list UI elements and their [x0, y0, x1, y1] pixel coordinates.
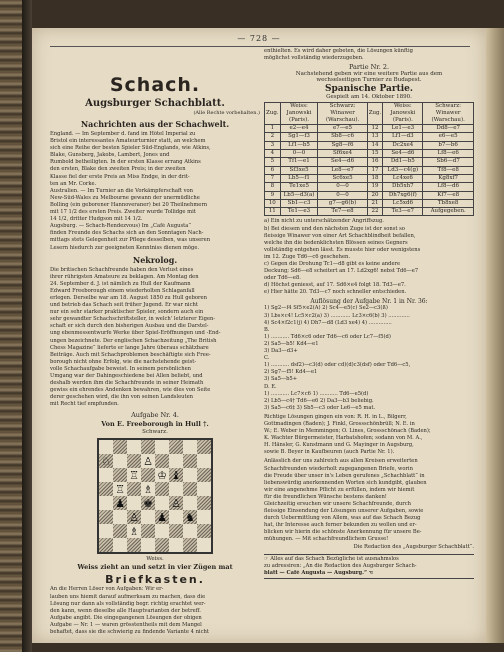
text-line: wir eine angenehme Pflicht zu erfüllen, indem wir hiemit: [264, 486, 415, 493]
table-cell: b7—b6: [423, 141, 474, 149]
book-spine: [0, 0, 22, 652]
table-cell: 10: [265, 199, 281, 207]
text-line: lauben uns hiemit darauf aufmerksam zu machen, dass die: [50, 593, 206, 600]
problem-label: Aufgabe Nr. 4.: [131, 411, 179, 420]
text-line: Die britischen Schachfreunde haben den Verlust eines: [50, 266, 194, 273]
board-square: [113, 440, 127, 454]
text-line: Die Redaction des „Augsburger Schachblatt“.: [353, 543, 474, 550]
table-cell: Sb8—c6: [318, 133, 367, 141]
text-line: im 12. Zuge Td6—c6 geschehen.: [264, 253, 351, 260]
chess-piece-icon: ♖: [129, 468, 139, 482]
partie-title: Partie Nr. 2.: [348, 63, 390, 72]
table-cell: Lb5—f1: [280, 174, 318, 182]
table-cell: Le1—e3: [383, 125, 423, 133]
board-square: [155, 524, 169, 538]
book-gutter: [22, 0, 32, 652]
table-row: [265, 174, 474, 182]
board-square: [197, 496, 211, 510]
column-header: Schwarz: Winawer (Warschau).: [423, 103, 474, 125]
table-cell: 2: [265, 133, 281, 141]
table-cell: Kg8xf7: [423, 174, 474, 182]
table-cell: e7—e5: [318, 125, 367, 133]
table-cell: Dh7xg6(f): [383, 191, 423, 199]
table-cell: Dd1—b5: [383, 158, 423, 166]
board-square: [155, 496, 169, 510]
chess-piece-icon: ♗: [129, 524, 139, 538]
board-square: [197, 510, 211, 524]
text-line: ihrer rührigsten Amateure zu beklagen. Am Montag den: [50, 273, 199, 280]
column-header: Schwarz: Winawer (Warschau).: [318, 103, 367, 125]
text-line: 1) ........... dsf2)—c3(d) oder cd)(d)c3(dsf) oder Td6—c5,: [264, 362, 411, 369]
chess-piece-icon: ♟: [157, 510, 167, 524]
board-square: [141, 454, 155, 468]
board-square: [113, 496, 127, 510]
text-line: Bolling (ein geborener Hannoveraner) bei 20 Theilnehmern: [50, 201, 208, 208]
table-cell: 5: [265, 158, 281, 166]
board-square: [169, 524, 183, 538]
text-line: und betrieb das Schach seit früher Jugend. Er war nicht: [50, 302, 198, 309]
text-line: 2) Lb5—c4† Td6—e6 2) Da3—b3 beliebig.: [264, 397, 374, 404]
board-square: [183, 468, 197, 482]
text-line: 1) Sg2—f4 Sf5×e2(A) 2) Sc4—e5(c) Se2—c3(ß): [264, 305, 388, 312]
table-cell: 0—0: [280, 150, 318, 158]
page-edges: [486, 28, 504, 643]
text-line: 3) Sa5—b5+: [264, 376, 298, 383]
board-square: [155, 440, 169, 454]
game-table: [264, 102, 474, 216]
text-line: behaftet, dass sie die schwierig zu findende Variante 4 nicht: [50, 629, 209, 636]
text-line: finden Freunde des Schachs sich an den Sonntagen Nach-: [50, 230, 204, 237]
solution-lines: [264, 305, 474, 411]
table-cell: Se4—d6: [383, 150, 423, 158]
text-line: erlegen. Derselbe war am 18. August 1850 zu Hull geboren: [50, 294, 207, 301]
text-line: Edward Freeborough einem wiederholten Schlaganfall: [50, 287, 195, 294]
partie-intro: wechselseitigen Turnier zu Budapest.: [316, 77, 422, 84]
table-cell: 6: [265, 166, 281, 174]
text-line: blicken wir hierin die schönste Anerkennung für unsere Be-: [264, 529, 422, 536]
text-line: mit 17 1/2 des ersten Preis. Zweiter wurde Tollidge mit: [50, 209, 196, 216]
board-square: [99, 510, 113, 524]
text-line: Klasse fiel der erste Preis an Miss Endge, in der drit-: [50, 173, 190, 180]
text-line: Gottmadingen (Baden); J. Finkl, Grossschönbrüll; N. E. in: [264, 420, 415, 427]
text-line: Richtige Lösungen gingen ein von: R. H. in L., Bilgerr,: [264, 413, 407, 420]
board-square: [127, 524, 141, 538]
text-line: fleissige Einsendung der Lösungen unserer Aufgaben, sowie: [264, 508, 424, 515]
text-line: D. E.: [264, 383, 277, 390]
text-line: blatt — Café Augusta — Augsburg.“ ☜: [264, 569, 374, 576]
table-cell: Te3—e7: [383, 208, 423, 216]
board-square: [99, 440, 113, 454]
board-square: [197, 440, 211, 454]
board-square: [169, 538, 183, 552]
board-square: [197, 538, 211, 552]
board-square: [127, 482, 141, 496]
board-square: [183, 482, 197, 496]
table-cell: 16: [367, 158, 383, 166]
board-square: [113, 510, 127, 524]
table-cell: 22: [367, 208, 383, 216]
text-line: 24. September d. J. ist nämlich zu Hull der Kaufmann: [50, 280, 191, 287]
board-square: [141, 468, 155, 482]
text-line: 3) Lbs×c4! Lc5×c2(a) 3) ............ Lc3×c6(b) 3) .............: [264, 312, 410, 319]
board-square: [141, 440, 155, 454]
text-line: volle Schachaufgabe beweist. In seinem persönlichen: [50, 365, 192, 372]
problem-stipulation: Weiss zieht an und setzt in vier Zügen mat: [77, 563, 233, 572]
text-line: 4) Sc4×f2c1(j) 4) Dh7—d8 (Ld3 xe4) 4) ..............: [264, 319, 392, 326]
chess-piece-icon: ♝: [171, 468, 181, 482]
black-label: Schwarz.: [142, 429, 168, 436]
board-square: [169, 454, 183, 468]
board-square: [141, 482, 155, 496]
chess-board: [97, 438, 213, 554]
board-square: [169, 440, 183, 454]
table-cell: 8: [265, 183, 281, 191]
text-line: möglichst vollständig wiederzugeben.: [264, 55, 364, 62]
text-line: die Freude über unser in's Leben gerufenes „Schachblatt“ in: [264, 472, 425, 479]
chess-piece-icon: ♖: [115, 482, 125, 496]
table-cell: Db5xh7: [383, 183, 423, 191]
table-cell: Tf8—e8: [423, 166, 474, 174]
text-line: sich eine Reihe der besten Spieler Süd-Englands, wie Atkins,: [50, 145, 211, 152]
table-cell: 18: [367, 174, 383, 182]
table-cell: Dc2xe4: [383, 141, 423, 149]
table-row: [265, 133, 474, 141]
opening-heading: Spanische Partie.: [324, 84, 414, 95]
chess-piece-icon: ♔: [157, 468, 167, 482]
table-cell: 17: [367, 166, 383, 174]
text-line: mühungen. — Mit schachfreundlichem Grusse!: [264, 536, 389, 543]
board-square: [197, 454, 211, 468]
table-row: [265, 125, 474, 133]
text-line: derer geschehen wird, die ihn von seinen Landsleuten: [50, 394, 193, 401]
column-header: Weiss: Janowski (Paris).: [383, 103, 423, 125]
news-text: [50, 131, 260, 252]
editorial-notice: [264, 554, 474, 579]
board-square: [113, 538, 127, 552]
text-line: für die freundlichen Wünsche bestens danken!: [264, 493, 387, 500]
text-line: H. Hänsler, G. Kunstmann und G. Mayinger in Augsburg,: [264, 442, 414, 449]
board-square: [183, 496, 197, 510]
left-column: [50, 48, 260, 636]
section-subtitle: Augsburger Schachblatt.: [85, 98, 225, 109]
table-row: [265, 158, 474, 166]
text-line: An die Herren Löser von Aufgaben: Wir er-: [50, 586, 164, 593]
text-line: Chess Magazine“ lieferte er lange Jahre überaus schätzbare: [50, 344, 209, 351]
column-header: Zug.: [265, 103, 281, 125]
board-square: [169, 482, 183, 496]
chess-piece-icon: ♙: [129, 510, 139, 524]
board-square: [113, 524, 127, 538]
briefkasten-heading: Briefkasten.: [105, 573, 205, 587]
text-line: K. Wachter Bürgermeister, Harbatshofen; sodann von M. A.,: [264, 435, 423, 442]
board-square: [141, 510, 155, 524]
board-square: [183, 538, 197, 552]
table-cell: 13: [367, 133, 383, 141]
text-line: Blake, Gunsberg, Jakobs, Lambert, Jones und: [50, 152, 170, 159]
board-square: [141, 496, 155, 510]
solution-heading: Auflösung der Aufgabe Nr. 1 in Nr. 36:: [310, 298, 428, 306]
text-line: zu adressiren: „An die Redaction des Augsburger Schach-: [264, 562, 417, 569]
text-line: c) Gegen die Drohung Tc1—d8 gibt es keine andere: [264, 261, 401, 268]
board-square: [127, 538, 141, 552]
table-row: [265, 183, 474, 191]
text-line: fleissige Winawer von einer Art Schachblindheit befallen,: [264, 232, 416, 239]
table-cell: 11: [265, 208, 281, 216]
problem-author: Von E. Freeborough in Hull †.: [101, 420, 209, 429]
table-cell: 0—0: [318, 183, 367, 191]
board-square: [169, 496, 183, 510]
table-row: [265, 208, 474, 216]
table-cell: Lb5—d3(a): [280, 191, 318, 199]
board-square: [127, 454, 141, 468]
table-cell: Tb8xe8: [423, 199, 474, 207]
solvers-list: [264, 414, 474, 457]
table-cell: g7—g6(b): [318, 199, 367, 207]
column-header: Weiss: Janowski (Paris).: [280, 103, 318, 125]
board-square: [183, 524, 197, 538]
table-cell: 3: [265, 141, 281, 149]
text-line: Gleichzeitig ersuchen wir unsere Schachfreunde, durch: [264, 501, 412, 508]
partie-intro: Nachstehend geben wir eine weitere Partie aus dem: [295, 71, 443, 78]
closing-text: [264, 458, 474, 550]
text-line: d) Höchst geniesst, auf 17. Sd6×e4 folgt 18. Td3—e7.: [264, 282, 406, 289]
chess-piece-icon: ♙: [143, 454, 153, 468]
text-line: welche ihn die bedenklichsten Blössen seines Gegners: [264, 239, 408, 246]
table-cell: Ld3—c4(g): [383, 166, 423, 174]
table-cell: Sf6xe4: [318, 150, 367, 158]
table-cell: Kf7—e8: [423, 191, 474, 199]
text-line: borough nicht ohne Erfolg, wie die nachstehende geist-: [50, 358, 197, 365]
table-cell: Sf3xe5: [280, 166, 318, 174]
text-line: b) Bei diesem und den nächsten Zuge ist der sonst so: [264, 225, 405, 232]
board-square: [99, 524, 113, 538]
table-cell: 14: [367, 141, 383, 149]
board-square: [99, 496, 113, 510]
table-cell: 20: [367, 191, 383, 199]
header-rule: [50, 46, 470, 47]
text-line: W.; E. Weber in Memmingen; O. Lines, Grossschönach (Baden);: [264, 428, 431, 435]
section-title: Schach.: [109, 74, 201, 96]
table-cell: Te7—e8: [318, 208, 367, 216]
table-cell: Lf8—e6: [423, 150, 474, 158]
text-line: nur ein sehr starker praktischer Spieler, sondern auch ein: [50, 309, 204, 316]
text-line: deshalb werden ihm die Schachfreunde in seiner Heimath: [50, 380, 204, 387]
text-line: hat, ihr Interesse auch ferner bekunden zu wollen und er-: [264, 522, 417, 529]
board-square: [127, 468, 141, 482]
text-line: e) Hier hätte 20. Td3—c7 noch schneller entschieden.: [264, 289, 407, 296]
text-line: Aufgabe angibt. Die eingegangenen Lösungen der obigen: [50, 614, 202, 621]
table-cell: 19: [367, 183, 383, 191]
text-line: gewiss ein ehrendes Andenken bewahren, wie dies von Seite: [50, 387, 211, 394]
text-line: ung ebenmessentwurfe Werke über Spiel-Eröffnungen und -End-: [50, 330, 221, 337]
table-cell: 21: [367, 199, 383, 207]
table-cell: 4: [265, 150, 281, 158]
table-cell: Sc6xe5: [318, 174, 367, 182]
board-square: [197, 482, 211, 496]
board-square: [183, 440, 197, 454]
intro-text: [264, 48, 474, 62]
text-line: Deckung; Sd6—e8 scheitert an 17. Ld2xg6! nebst Td6—e7: [264, 268, 419, 275]
board-square: [113, 454, 127, 468]
table-cell: Lf1—b5: [280, 141, 318, 149]
board-square: [141, 538, 155, 552]
annotations: [264, 218, 474, 296]
paper-sheet: [32, 28, 486, 643]
text-line: C.: [264, 355, 270, 362]
text-line: ☞ Alles auf das Schach Bezügliche ist ausnahmslos: [264, 555, 399, 562]
table-cell: Lf8—d6: [423, 183, 474, 191]
board-square: [169, 510, 183, 524]
board-square: [155, 454, 169, 468]
table-cell: Sb1—c3: [280, 199, 318, 207]
table-row: [265, 166, 474, 174]
rights-note: (Alle Rechte vorbehalten.): [193, 110, 260, 116]
page-number: — 728 —: [237, 34, 281, 43]
text-line: 1) ........... Lc7×c6 1) ........... Td6—e5(d): [264, 390, 369, 397]
table-cell: Sg8—f6: [318, 141, 367, 149]
board-square: [99, 454, 113, 468]
text-line: den ersten, Blake den zweiten Preis; in der zweiten: [50, 166, 186, 173]
table-cell: Lc4xe6: [383, 174, 423, 182]
text-line: 3) Da3—d3+: [264, 348, 298, 355]
chess-piece-icon: ♟: [115, 496, 125, 510]
table-cell: Aufgegeben.: [423, 208, 474, 216]
table-cell: 1: [265, 125, 281, 133]
board-square: [169, 468, 183, 482]
table-cell: Te1—e3: [280, 208, 318, 216]
text-line: mit Recht tief empfunden.: [50, 401, 119, 408]
nekrolog-heading: Nekrolog.: [132, 254, 178, 265]
text-line: mittags stets Gelegenheit zur Pflege desselben, was unseren: [50, 237, 211, 244]
table-cell: 15: [367, 150, 383, 158]
table-cell: 0—0: [318, 191, 367, 199]
table-cell: Dd8—e7: [423, 125, 474, 133]
table-cell: Le8—e7: [318, 166, 367, 174]
text-line: 3) Sa5—c6‡ 3) Sb5—c3 oder Le6—e5 mat.: [264, 404, 376, 411]
table-row: [265, 141, 474, 149]
text-line: Anlässlich der uns zahlreich aus allen Kreisen erweiterten: [264, 458, 418, 465]
text-line: Aufgabe — Nr. 1 — waren grösstentheils mit dem Mangel: [50, 621, 202, 628]
board-square: [99, 482, 113, 496]
board-square: [155, 468, 169, 482]
board-square: [127, 510, 141, 524]
chess-piece-icon: ♞: [185, 510, 195, 524]
text-line: 2) Sg7—f5! Kd4—e1: [264, 369, 318, 376]
board-square: [127, 496, 141, 510]
text-line: enthielten. Es wird daher gebeten, die Lösungen künftig: [264, 48, 413, 54]
text-line: Beiträge. Auch mit Schachproblemen beschäftigte sich Free-: [50, 351, 211, 358]
text-line: durch Uebermittlung von Allem, was auf das Schach Bezug: [264, 515, 421, 522]
text-line: vollständig entgehen lässt. Es musste hier oder wenigstens: [264, 246, 421, 253]
text-line: Lesern hiedurch zur geeigneten Kenntniss dienen möge.: [50, 244, 200, 251]
board-square: [155, 538, 169, 552]
table-cell: Lc5xd6: [383, 199, 423, 207]
board-square: [183, 454, 197, 468]
partie-date: Gespielt am 14. Oktober 1890.: [326, 94, 412, 101]
table-cell: 12: [367, 125, 383, 133]
text-line: Lösung nur dann als vollständig begr. richtig erachtet wer-: [50, 600, 206, 607]
board-square: [183, 510, 197, 524]
table-row: [265, 191, 474, 199]
chess-piece-icon: ♚: [143, 496, 153, 510]
table-row: [265, 199, 474, 207]
board-square: [99, 538, 113, 552]
text-line: ungen bezeichnete. Der englischen Schachzeitung „The British: [50, 337, 217, 344]
text-line: England. — Im September d. fand im Hôtel Imperial zu: [50, 131, 196, 137]
chess-piece-icon: ♗: [143, 482, 153, 496]
text-line: schaft er sich durch den bisherigen Ausbau und die Darstel-: [50, 323, 209, 330]
text-line: Rumbold betheiligten. In der ersten Klasse errang Atkins: [50, 159, 201, 166]
table-cell: 9: [265, 191, 281, 199]
text-line: Umgang war der Dahingeschiedene bei Allen beliebt, und: [50, 373, 203, 379]
chess-piece-icon: ♙: [171, 496, 181, 510]
text-line: 2) Sa5—b5! Kd4—e1: [264, 340, 319, 347]
board-square: [113, 468, 127, 482]
text-line: New-Süd-Wales zu Melbourne gewann der unermüdliche: [50, 194, 200, 201]
board-square: [113, 482, 127, 496]
news-heading: Nachrichten aus der Schachwelt.: [80, 119, 230, 129]
briefkasten-text: [50, 586, 260, 636]
table-cell: Tf1—e1: [280, 158, 318, 166]
text-line: B.: [264, 326, 270, 333]
text-line: Schachfreunden wiederholt zugegangenen Briefe, worin: [264, 465, 413, 472]
table-row: [265, 150, 474, 158]
right-column: [264, 48, 474, 579]
text-line: Augsburg. — Schach-Rendezvous) Im „Café Augusta“: [50, 223, 191, 230]
text-line: 14 1/2, dritter Hudgson mit 14 1/2.: [50, 216, 143, 223]
board-square: [155, 482, 169, 496]
board-square: [197, 524, 211, 538]
table-cell: e2—e4: [280, 125, 318, 133]
table-cell: Sb6—d7: [423, 158, 474, 166]
table-cell: Lf1—d3: [383, 133, 423, 141]
white-label: Weiss.: [146, 556, 164, 563]
text-line: Bristol ein interessantes Amateurturnier statt, an welchem: [50, 138, 206, 145]
text-line: 1) ........... Td6×c6 oder Td6—c6 oder Lc7—f5(d): [264, 333, 391, 340]
table-cell: Se4—d6: [318, 158, 367, 166]
chess-piece-icon: ♘: [101, 454, 111, 468]
text-line: sehr gewandter Schachschriftsteller, in welch' letzterer Eigen-: [50, 316, 216, 323]
table-cell: Sg1—f3: [280, 133, 318, 141]
text-line: liebenswürdig anerkennenden Worten sich kundgibt, glauben: [264, 479, 427, 486]
board-square: [141, 524, 155, 538]
board-square: [197, 468, 211, 482]
column-header: Zug.: [367, 103, 383, 125]
text-line: ten an Mr. Corke.: [50, 180, 97, 187]
table-cell: Te1xe5: [280, 183, 318, 191]
table-cell: e6—e5: [423, 133, 474, 141]
text-line: oder Td6—e8.: [264, 275, 301, 282]
text-line: den kann, wenn dieselbe alle Hauptvarianten der betreff.: [50, 607, 201, 614]
text-line: Australien. — Im Turnier an die Vorkämpferschaft von: [50, 187, 194, 194]
board-square: [127, 440, 141, 454]
text-line: a) Ein nicht zu unterschätzender Angriffszug.: [264, 218, 384, 225]
board-square: [155, 510, 169, 524]
table-cell: 7: [265, 174, 281, 182]
board-square: [99, 468, 113, 482]
nekrolog-text: [50, 267, 260, 409]
text-line: sowie B. Beyer in Kaufbeuren (auch Partie Nr. 1).: [264, 449, 395, 456]
table-header-row: [265, 103, 474, 125]
